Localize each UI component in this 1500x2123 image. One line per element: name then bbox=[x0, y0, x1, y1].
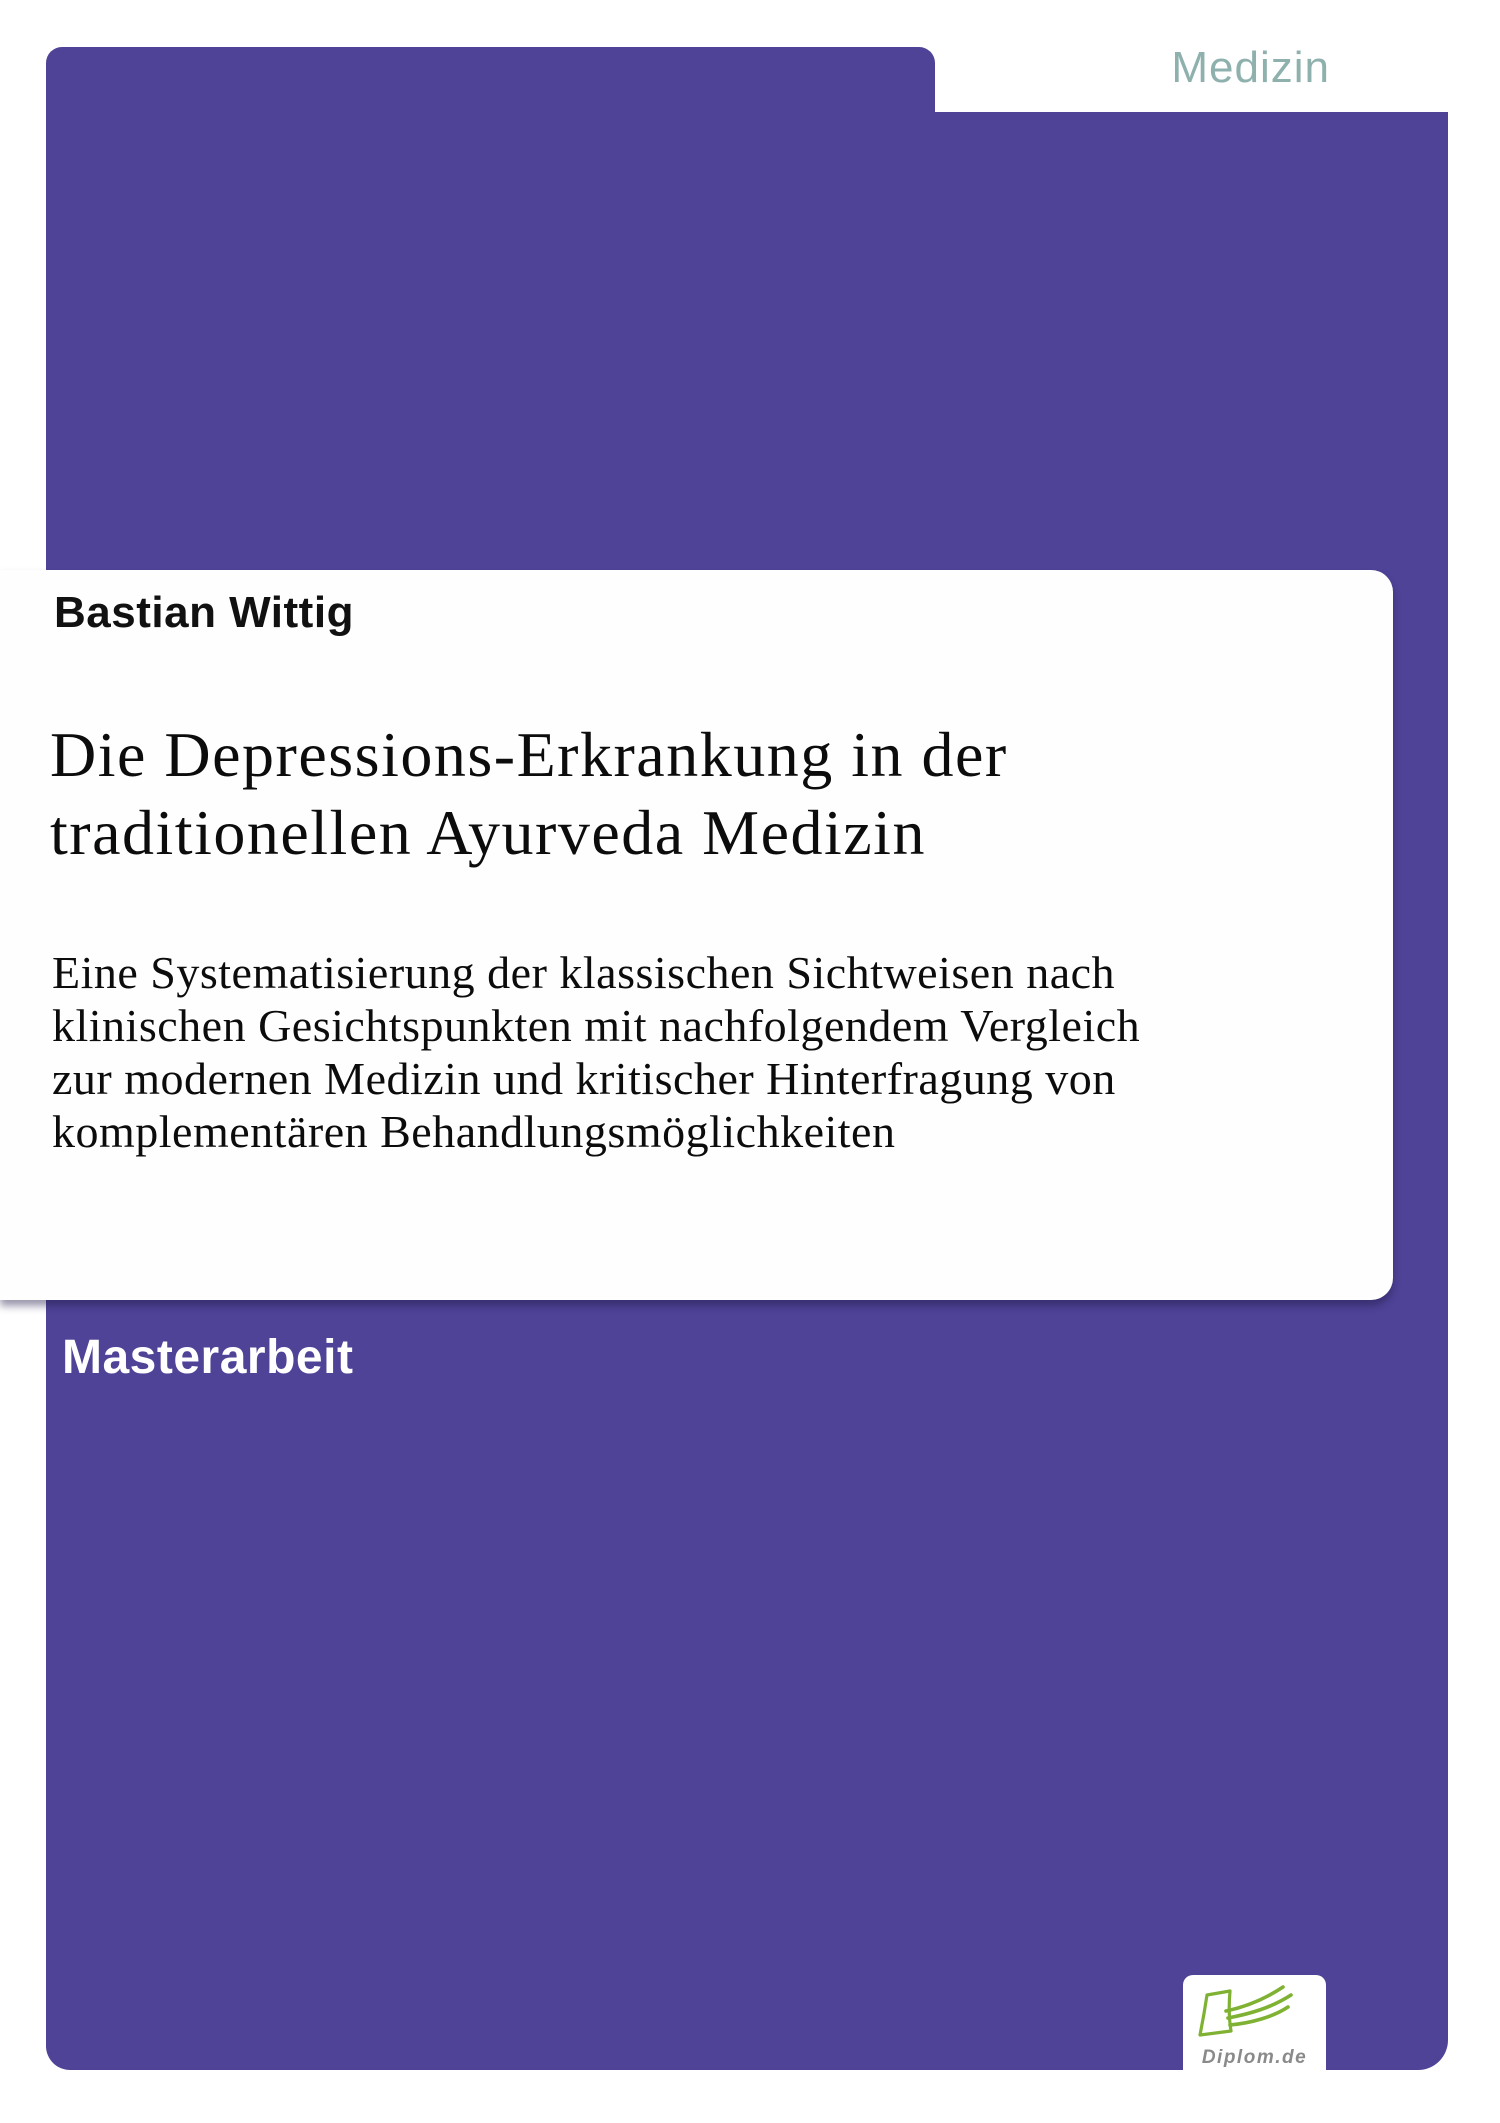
book-title-line-2: traditionellen Ayurveda Medizin bbox=[50, 797, 926, 868]
book-title bbox=[50, 716, 1008, 872]
book-subtitle bbox=[52, 946, 1140, 1158]
book-subtitle-line-4: komplementären Behandlungsmöglichkeiten bbox=[52, 1106, 896, 1157]
title-card bbox=[0, 570, 1393, 1300]
book-title-line-1: Die Depressions-Erkrankung in der bbox=[50, 719, 1008, 790]
publisher-name: Diplom.de bbox=[1201, 2047, 1308, 2068]
publisher-logo-box bbox=[1183, 1975, 1326, 2080]
thesis-type-label: Masterarbeit bbox=[62, 1331, 354, 1384]
author-name: Bastian Wittig bbox=[54, 588, 354, 637]
book-pages-icon bbox=[1193, 1983, 1315, 2045]
category-label: Medizin bbox=[1171, 43, 1330, 92]
book-subtitle-line-3: zur modernen Medizin und kritischer Hinterfragung von bbox=[52, 1053, 1116, 1104]
book-subtitle-line-1: Eine Systematisierung der klassischen Sichtweisen nach bbox=[52, 947, 1116, 998]
book-subtitle-line-2: klinischen Gesichtspunkten mit nachfolgendem Vergleich bbox=[52, 1000, 1141, 1051]
